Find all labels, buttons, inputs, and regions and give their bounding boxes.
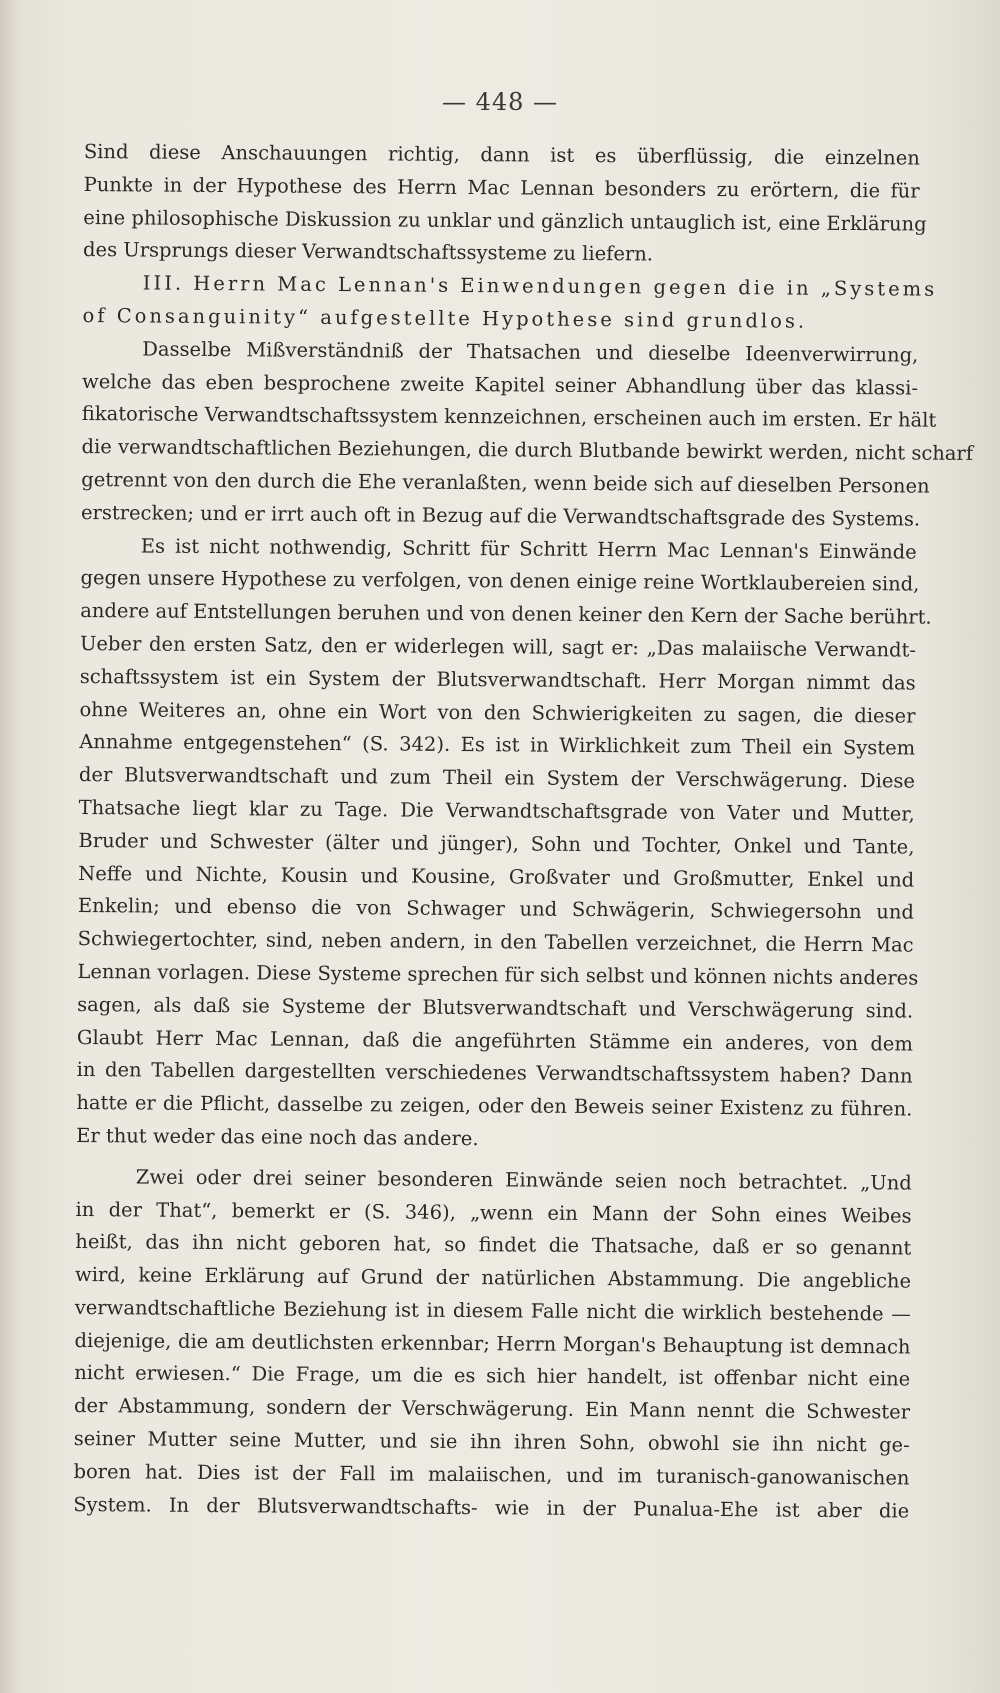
text-line: eine philosophische Diskussion zu unklar und gänzlich untauglich ist, eine Erklärung (83, 205, 927, 236)
text-line: in der That“, bemerkt er (S. 346), „wenn ein Mann der Sohn eines Weibes (75, 1197, 912, 1228)
text-line: wird, keine Erklärung auf Grund der natürlichen Abstammung. Die angebliche (74, 1263, 912, 1293)
text-line: Er thut weder das eine noch das andere. (76, 1123, 479, 1151)
section-heading (82, 267, 938, 339)
text-line: gegen unsere Hypothese zu verfolgen, von denen einige reine Wortklaubereien sind, (80, 566, 920, 596)
text-line: Zwei oder drei seiner besonderen Einwände seien noch betrachtet. „Und (135, 1165, 912, 1195)
text-line: Es ist nicht nothwendig, Schritt für Schritt Herrn Mac Lennan's Einwände (140, 534, 917, 564)
text-line: erstrecken; und er irrt auch oft in Bezug auf die Verwandtschaftsgrade des Systems. (80, 500, 921, 531)
text-line: der Abstammung, sondern der Verschwägerung. Ein Mann nennt die Schwester (73, 1394, 911, 1424)
text-line: Enkelin; und ebenso die von Schwager und Schwägerin, Schwiegersohn und (77, 894, 915, 924)
text-line: ohne Weiteres an, ohne ein Wort von den Schwierigkeiten zu sagen, die dieser (79, 697, 916, 728)
paragraph-5 (73, 1161, 912, 1528)
text-line: des Ursprungs dieser Verwandtschaftssysteme zu liefern. (83, 238, 654, 266)
text-line: Thatsache liegt klar zu Tage. Die Verwandtschaftsgrade von Vater und Mutter, (78, 795, 915, 826)
paragraph-4 (76, 530, 932, 1160)
page-number: — 448 — (441, 88, 559, 116)
paragraph-1 (83, 136, 927, 274)
text-line: seiner Mutter seine Mutter, und sie ihn ihren Sohn, obwohl sie ihn nicht ge- (73, 1427, 910, 1457)
text-line: Lennan vorlagen. Diese Systeme sprechen für sich selbst und können nichts anderes (77, 959, 919, 990)
text-line: Sind diese Anschauungen richtig, dann ist es überflüssig, die einzelnen (83, 139, 920, 170)
text-line: Neffe und Nichte, Kousin und Kousine, Großvater und Großmutter, Enkel und (78, 861, 915, 892)
text-line: sagen, als daß sie Systeme der Blutsverwandtschaft und Verschwägerung sind. (77, 992, 914, 1023)
text-line: der Blutsverwandtschaft und zum Theil ein System der Verschwägerung. Diese (78, 763, 916, 793)
text-line: heißt, das ihn nicht geboren hat, so findet die Thatsache, daß er so genannt (75, 1230, 912, 1260)
text-line: nicht erwiesen.“ Die Frage, um die es sich hier handelt, ist offenbar nicht eine (74, 1361, 911, 1392)
text-line: schaftssystem ist ein System der Blutsverwandtschaft. Herr Morgan nimmt das (79, 664, 916, 695)
text-line: Glaubt Herr Mac Lennan, daß die angeführten Stämme ein anderes, von dem (76, 1025, 913, 1056)
text-line: getrennt von den durch die Ehe veranlaßten, wenn beide sich auf dieselben Personen (81, 467, 930, 498)
text-line: Ueber den ersten Satz, den er widerlegen will, sagt er: „Das malaiische Verwandt- (79, 631, 917, 662)
text-line: Bruder und Schwester (älter und jünger), Sohn und Tochter, Onkel und Tante, (78, 828, 915, 859)
text-line: fikatorische Verwandtschaftssystem kennzeichnen, erscheinen auch im ersten. Er hält (81, 402, 937, 433)
text-line: System. In der Blutsverwandtschafts- wie in der Punalua-Ehe ist aber die (73, 1492, 910, 1523)
text-line: Schwiegertochter, sind, neben andern, in den Tabellen verzeichnet, die Herrn Mac (77, 927, 914, 957)
text-line: in den Tabellen dargestellten verschiedenes Verwandtschaftssystem haben? Dann (76, 1058, 913, 1088)
text-line: diejenige, die am deutlichsten erkennbar; Herrn Morgan's Behauptung ist demnach (74, 1328, 911, 1359)
binding-shadow (0, 0, 18, 1693)
text-line: Annahme entgegenstehen“ (S. 342). Es ist in Wirklichkeit zum Theil ein System (79, 730, 916, 760)
body-text (73, 136, 974, 1528)
text-line: andere auf Entstellungen beruhen und von denen keiner den Kern der Sache berührt. (80, 599, 932, 629)
text-line: die verwandtschaftlichen Beziehungen, die durch Blutbande bewirkt werden, nicht scharf (81, 435, 974, 466)
text-line: of Consanguinity“ aufgestellte Hypothese sind grundlos. (82, 303, 808, 333)
text-line: boren hat. Dies ist der Fall im malaiischen, und im turanisch-ganowanischen (73, 1459, 910, 1490)
text-line: Dasselbe Mißverständniß der Thatsachen und dieselbe Ideenverwirrung, (142, 337, 919, 367)
text-line: hatte er die Pflicht, dasselbe zu zeigen, oder den Beweis seiner Existenz zu führen. (76, 1091, 913, 1121)
paragraph-3 (80, 333, 974, 536)
text-line: welche das eben besprochene zweite Kapitel seiner Abhandlung über das klassi- (81, 369, 919, 400)
text-line: verwandtschaftliche Beziehung ist in diesem Falle nicht die wirklich bestehende — (74, 1295, 911, 1326)
text-line: III. Herrn Mac Lennan's Einwendungen gegen die in „Systems (142, 271, 938, 301)
text-line: Punkte in der Hypothese des Herrn Mac Lennan besonders zu erörtern, die für (83, 172, 920, 203)
